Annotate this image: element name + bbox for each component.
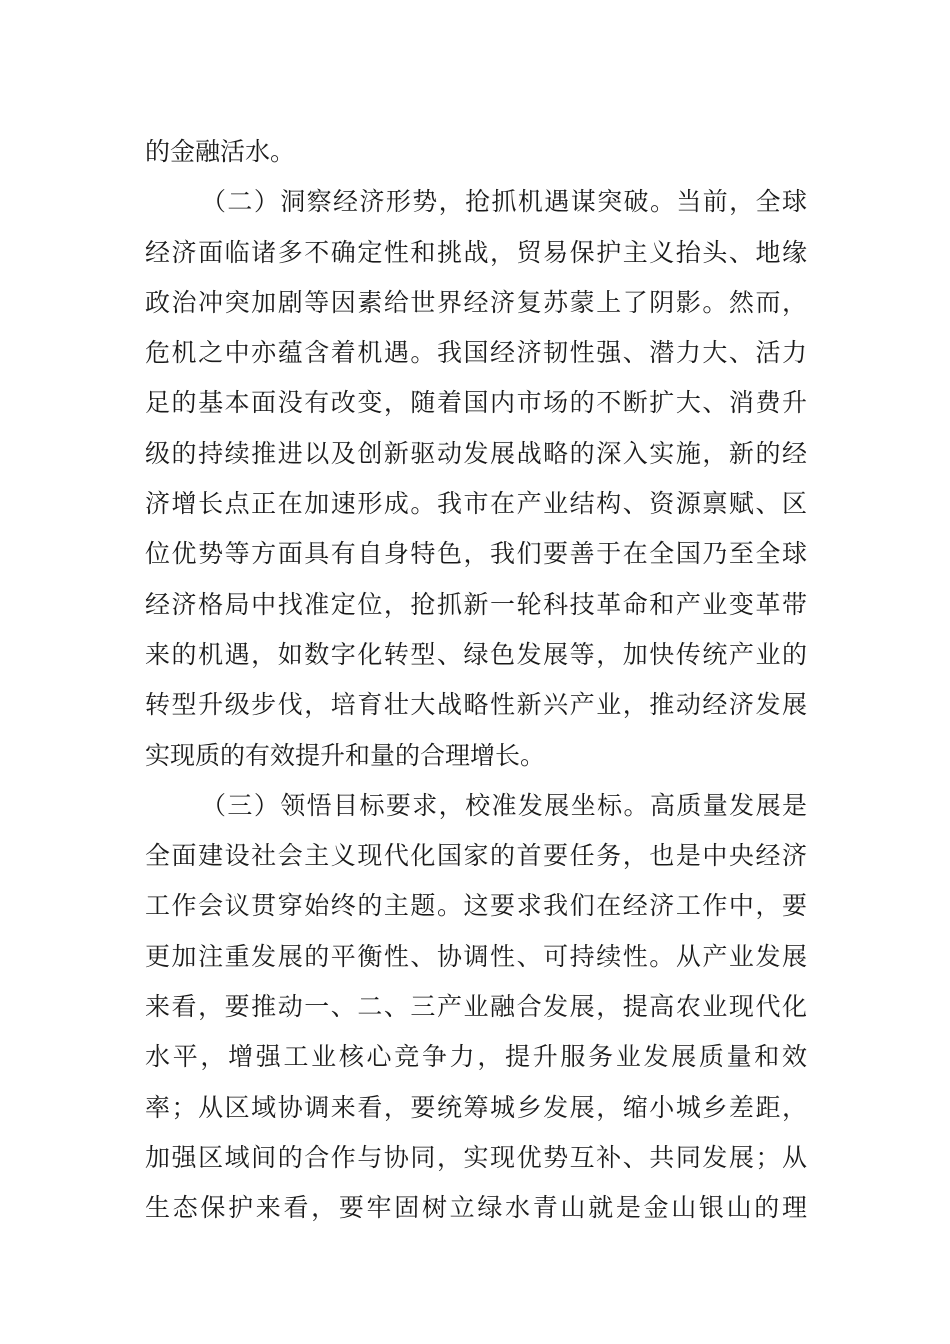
text-line: 足的基本面没有改变，随着国内市场的不断扩大、消费升	[145, 388, 807, 418]
text-line: 位优势等方面具有自身特色，我们要善于在全国乃至全球	[145, 539, 807, 569]
text-line: 级的持续推进以及创新驱动发展战略的深入实施，新的经	[145, 438, 807, 468]
text-line: 来看，要推动一、二、三产业融合发展，提高农业现代化	[145, 992, 807, 1022]
text-line: 率；从区域协调来看，要统筹城乡发展，缩小城乡差距，	[145, 1092, 807, 1122]
text-line: 济增长点正在加速形成。我市在产业结构、资源禀赋、区	[145, 489, 807, 519]
text-line: 的金融活水。	[145, 137, 296, 166]
body-text	[145, 127, 807, 1234]
text-line: 更加注重发展的平衡性、协调性、可持续性。从产业发展	[145, 941, 807, 971]
text-line: 来的机遇，如数字化转型、绿色发展等，加快传统产业的	[145, 639, 807, 669]
text-line: 生态保护来看，要牢固树立绿水青山就是金山银山的理	[145, 1193, 807, 1223]
text-line: 加强区域间的合作与协同，实现优势互补、共同发展；从	[145, 1142, 807, 1172]
text-line: 转型升级步伐，培育壮大战略性新兴产业，推动经济发展	[145, 690, 807, 720]
text-line: 全面建设社会主义现代化国家的首要任务，也是中央经济	[145, 841, 807, 871]
text-line: 水平，增强工业核心竞争力，提升服务业发展质量和效	[145, 1042, 807, 1072]
paragraph-heading-line: （二）洞察经济形势，抢抓机遇谋突破。当前，全球	[201, 187, 807, 217]
text-line: 经济格局中找准定位，抢抓新一轮科技革命和产业变革带	[145, 589, 807, 619]
text-line: 经济面临诸多不确定性和挑战，贸易保护主义抬头、地缘	[145, 237, 807, 267]
paragraph-heading-line: （三）领悟目标要求，校准发展坐标。高质量发展是	[201, 790, 807, 820]
text-line: 工作会议贯穿始终的主题。这要求我们在经济工作中，要	[145, 891, 807, 921]
text-line: 实现质的有效提升和量的合理增长。	[145, 740, 546, 770]
text-line: 危机之中亦蕴含着机遇。我国经济韧性强、潜力大、活力	[145, 338, 807, 368]
text-line: 政治冲突加剧等因素给世界经济复苏蒙上了阴影。然而，	[145, 287, 807, 317]
